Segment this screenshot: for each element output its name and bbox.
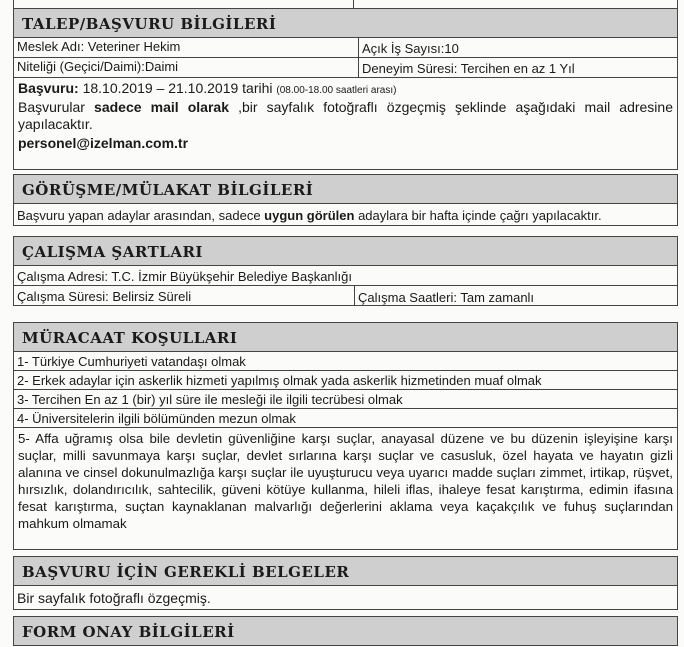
instruction-bold: sadece mail olarak — [94, 99, 229, 115]
instruction-text-a: Başvurular — [18, 99, 95, 115]
basvuru-label: Başvuru: — [18, 80, 79, 96]
calisma-saatleri: Çalışma Saatleri: Tam zamanlı — [354, 286, 677, 305]
basvuru-block — [13, 78, 678, 170]
top-border-mid — [353, 0, 354, 8]
muracaat-item-5: 5- Affa uğramış olsa bile devletin güvenliğine karşı suçlar, anayasal düzene ve bu düzenin işleyişine karşı suçlar, milli savunmaya karşı suçlar, devlet sırlarına karşı suçlar ve casusluk, özel hayata ve hayatın gizli alanına ve cinsel dokunulmazlığa karşı suçlar ile uyuşturucu veya uyarıcı madde suçları zimmet, irtikap, rüşvet, hırsızlık, dolandırıcılık, sahtecilik, güveni kötüye kullanma, hileli iflas, ihaleye fesat karıştırma, edimin ifasına fesat karıştırma, suçtan kaynaklanan malvarlığı değerlerini aklama veya kaçakçılık ve fuhuş suçlarından mahkum olmamak — [13, 428, 678, 550]
acik-is-sayisi: Açık İş Sayısı:10 — [358, 38, 677, 57]
gorusme-text-a: Başvuru yapan adaylar arasından, sadece — [17, 208, 265, 223]
gorusme-bold: uygun görülen — [264, 208, 355, 223]
row-niteligi — [13, 58, 678, 78]
section-header-gorusme: GÖRÜŞME/MÜLAKAT BİLGİLERİ — [13, 174, 678, 204]
muracaat-item-3: 3- Tercihen En az 1 (bir) yıl süre ile mesleği ile ilgili tecrübesi olmak — [13, 390, 678, 409]
muracaat-item-1: 1- Türkiye Cumhuriyeti vatandaşı olmak — [13, 352, 678, 371]
muracaat-item-2: 2- Erkek adaylar için askerlik hizmeti yapılmış olmak yada askerlik hizmetinden muaf olmak — [13, 371, 678, 390]
row-calisma — [13, 286, 678, 306]
top-border-left — [13, 0, 14, 8]
niteligi: Niteliği (Geçici/Daimi):Daimi — [17, 59, 179, 74]
instruction-text-b: ,bir sayfalık fotoğraflı özgeçmiş şeklinde aşağıdaki mail adresine yapılacaktır. — [18, 99, 673, 132]
job-posting-document — [13, 0, 678, 641]
basvuru-dates: 18.10.2019 – 21.10.2019 tarihi — [78, 80, 277, 96]
basvuru-line — [18, 80, 673, 99]
muracaat-item-4: 4- Üniversitelerin ilgili bölümünden mezun olmak — [13, 409, 678, 428]
row-meslek — [13, 38, 678, 58]
deneyim-suresi: Deneyim Süresi: Tercihen en az 1 Yıl — [358, 58, 677, 77]
basvuru-hours: (08.00-18.00 saatleri arası) — [276, 85, 397, 96]
calisma-adresi: Çalışma Adresi: T.C. İzmir Büyükşehir Belediye Başkanlığı — [13, 266, 678, 286]
basvuru-instructions — [18, 99, 673, 133]
section-header-calisma: ÇALIŞMA ŞARTLARI — [13, 236, 678, 266]
gorusme-text-b: adaylara bir hafta içinde çağrı yapılacaktır. — [354, 208, 602, 223]
section-header-form: FORM ONAY BİLGİLERİ — [13, 616, 678, 646]
section-header-muracaat: MÜRACAAT KOŞULLARI — [13, 322, 678, 352]
section-header-talep: TALEP/BAŞVURU BİLGİLERİ — [13, 8, 678, 38]
contact-email[interactable]: personel@izelman.com.tr — [18, 135, 189, 151]
belgeler-item: Bir sayfalık fotoğraflı özgeçmiş. — [13, 586, 678, 610]
section-header-belgeler: BAŞVURU İÇİN GEREKLİ BELGELER — [13, 556, 678, 586]
calisma-suresi: Çalışma Süresi: Belirsiz Süreli — [17, 289, 192, 304]
gorusme-text — [13, 204, 678, 226]
meslek-adi: Meslek Adı: Veteriner Hekim — [17, 39, 181, 54]
top-border-right — [677, 0, 678, 8]
